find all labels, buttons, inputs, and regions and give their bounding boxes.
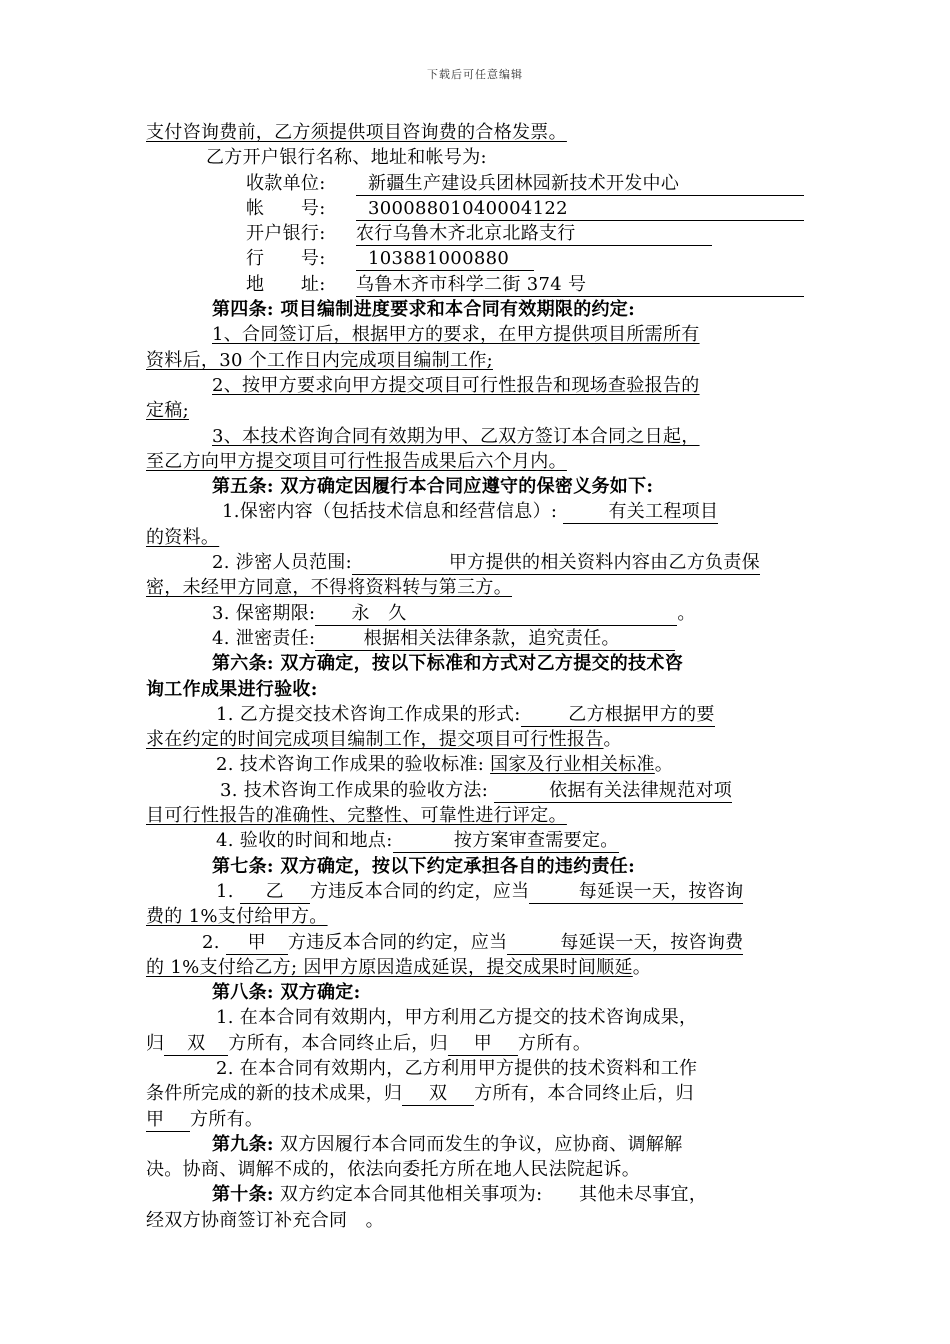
text-span: 4. 泄密责任: [212, 627, 316, 649]
text-line [146, 930, 808, 955]
text-span: 。 [654, 754, 674, 776]
text-span: 方违反本合同的约定，应当 [287, 931, 508, 953]
text-span: 双方因履行本合同而发生的争议，应协商、调解解 [279, 1133, 683, 1155]
text-line [146, 1132, 808, 1157]
text-span: 乙 [265, 880, 284, 902]
payee-value [356, 174, 804, 196]
text-line [146, 1081, 808, 1106]
text-line [146, 955, 808, 980]
text-line: 2. 在本合同有效期内，乙方利用甲方提供的技术资料和工作 [216, 1057, 698, 1079]
article-7-title: 第七条: 双方确定，按以下约定承担各自的违约责任: [212, 855, 636, 877]
text-span: 30008801040004122 [368, 197, 568, 219]
text-span: 密，未经甲方同意，不得将资料转与第三方。 [146, 577, 512, 599]
text-span: 103881000880 [368, 248, 510, 270]
text-span: 2. 涉密人员范围: [212, 552, 352, 574]
text-span: 2. [202, 931, 220, 953]
text-span: 目可行性报告的准确性、完整性、可靠性进行评定。 [146, 805, 567, 827]
text-line [146, 778, 808, 803]
text-line [146, 525, 808, 550]
text-span: 新疆生产建设兵团林园新技术开发中心 [368, 172, 680, 194]
article-9-label: 第九条: [212, 1133, 274, 1155]
account-label: 帐 号: [246, 197, 326, 219]
text-span: 根据相关法律条款，追究责任。 [363, 627, 620, 649]
text-span: 1. [216, 880, 234, 902]
payee-label: 收款单位: [246, 172, 326, 194]
text-span: 每延误一天，按咨询 [578, 880, 744, 902]
text-span: 方所有。 [517, 1032, 592, 1054]
bank-row [146, 221, 808, 246]
text-span: 3. 技术咨询工作成果的验收方法: [220, 779, 489, 801]
text-line [146, 424, 808, 449]
text-span: 甲 [473, 1032, 493, 1054]
text-span: 求在约定的时间完成项目编制工作，提交项目可行性报告 [146, 729, 604, 751]
text-span: 甲 [247, 931, 266, 953]
text-line [146, 803, 808, 828]
bank-label: 开户银行: [246, 223, 326, 245]
text-line [146, 373, 808, 398]
text-line [146, 120, 808, 145]
bank-value [356, 224, 712, 246]
article-4-title: 第四条: 项目编制进度要求和本合同有效期限的约定: [212, 299, 636, 321]
bankno-value [356, 249, 534, 271]
article-10-label: 第十条: [212, 1184, 274, 1206]
text-line [146, 499, 808, 524]
party-blank [226, 933, 288, 955]
text-line: 决。协商、调解不成的，依法向委托方所在地人民法院起诉。 [146, 1159, 641, 1181]
bankno-label: 行 号: [246, 248, 326, 270]
fill-value [393, 831, 619, 853]
text-span: 定稿; [146, 400, 189, 422]
text-span: 乌鲁木齐市科学二街 374 号 [356, 273, 587, 295]
text-span: 支付咨询费前，乙方须提供项目咨询费的合格发票。 [146, 122, 567, 143]
text-span: 方违反本合同的约定，应当 [309, 880, 530, 902]
article-8-title: 第八条: 双方确定: [212, 982, 361, 1004]
text-span: 甲方提供的相关资料内容由乙方负责保 [448, 552, 760, 574]
article-6-title-cont: 询工作成果进行验收: [146, 678, 318, 700]
text-span: 。 [603, 729, 622, 751]
article-6-title: 第六条: 双方确定，按以下标准和方式对乙方提交的技术咨 [212, 653, 684, 675]
text-span: 2. 技术咨询工作成果的验收标准: [216, 754, 485, 776]
fill-value [315, 629, 675, 651]
text-span: 国家及行业相关标准 [490, 754, 655, 776]
text-line [146, 322, 808, 347]
text-span: 方所有，本合同终止后，归 [474, 1083, 694, 1105]
text-line [146, 398, 808, 423]
fill-value [563, 502, 718, 524]
text-line [146, 626, 808, 651]
fill-value [529, 882, 743, 904]
text-span: 1. 乙方提交技术咨询工作成果的形式: [216, 703, 521, 725]
fill-value [352, 553, 760, 575]
text-span: 永 久 [351, 602, 407, 624]
article-5-title: 第五条: 双方确定因履行本合同应遵守的保密义务如下: [212, 476, 654, 498]
text-line [146, 575, 808, 600]
party-blank [448, 1034, 518, 1056]
text-line: 1. 在本合同有效期内，甲方利用乙方提交的技术咨询成果， [216, 1007, 698, 1029]
text-span: 有关工程项目 [608, 501, 719, 523]
payee-row [146, 171, 808, 196]
text-span: 方所有，本合同终止后，归 [228, 1032, 448, 1054]
fill-value [521, 705, 715, 727]
bank-intro: 乙方开户银行名称、地址和帐号为: [206, 147, 487, 169]
page-header: 下载后可任意编辑 [427, 68, 523, 81]
text-span: 1.保密内容（包括技术信息和经营信息）: [222, 501, 558, 523]
text-span: 4. 验收的时间和地点: [216, 830, 393, 852]
text-span: 资料后，30 个工作日内完成项目编制工作; [146, 349, 493, 371]
text-span: 双 [429, 1083, 448, 1105]
contract-body [146, 120, 808, 1233]
text-line [146, 601, 808, 626]
text-span: 按方案审查需要定。 [453, 830, 619, 852]
text-span: 归 [146, 1032, 165, 1054]
text-span: 农行乌鲁木齐北京北路支行 [356, 223, 576, 245]
text-span: 双方约定本合同其他相关事项为: 其他未尽事宜， [279, 1184, 708, 1206]
party-blank [146, 1110, 190, 1132]
party-blank [402, 1084, 474, 1106]
party-blank [164, 1034, 228, 1056]
address-label: 地 址: [246, 273, 326, 295]
text-line [146, 1182, 808, 1207]
text-line [146, 449, 808, 474]
text-line [146, 879, 808, 904]
fill-value [315, 604, 677, 626]
text-span: 方所有。 [190, 1108, 264, 1130]
text-line [146, 702, 808, 727]
text-span: 双 [187, 1032, 206, 1054]
text-span: 3. 保密期限: [212, 602, 316, 624]
text-line [146, 550, 808, 575]
text-line [146, 904, 808, 929]
text-line [146, 727, 808, 752]
address-value [356, 275, 804, 297]
fill-value [507, 933, 743, 955]
text-line [146, 1031, 808, 1056]
text-span: 每延误一天，按咨询费 [560, 931, 744, 953]
account-value [356, 199, 804, 221]
text-span: 的资料。 [146, 526, 220, 548]
text-line: 经双方协商签订补充合同 。 [146, 1209, 384, 1231]
text-span: 费的 1%支付给甲方。 [146, 906, 328, 928]
text-span: 的 1%支付给乙方; 因甲方原因造成延误，提交成果时间顺延 [146, 956, 633, 978]
text-line [146, 752, 808, 777]
text-line [146, 828, 808, 853]
text-line [146, 348, 808, 373]
bankno-row [146, 246, 808, 271]
address-row [146, 272, 808, 297]
text-span: 甲 [146, 1108, 165, 1130]
text-span: 。 [677, 602, 696, 624]
text-span: 条件所完成的新的技术成果，归 [146, 1083, 403, 1105]
text-span: 3、本技术咨询合同有效期为甲、乙双方签订本合同之日起， [212, 425, 700, 447]
text-span: 至乙方向甲方提交项目可行性报告成果后六个月内。 [146, 450, 567, 472]
text-span: 乙方根据甲方的要 [568, 703, 715, 725]
text-line [146, 1107, 808, 1132]
text-span: 。 [632, 956, 652, 978]
text-span: 1、合同签订后，根据甲方的要求，在甲方提供项目所需所有 [212, 324, 700, 346]
party-blank [240, 882, 310, 904]
fill-value [494, 781, 732, 803]
account-row [146, 196, 808, 221]
text-span: 依据有关法律规范对项 [549, 779, 733, 801]
text-span: 2、按甲方要求向甲方提交项目可行性报告和现场查验报告的 [212, 374, 700, 396]
